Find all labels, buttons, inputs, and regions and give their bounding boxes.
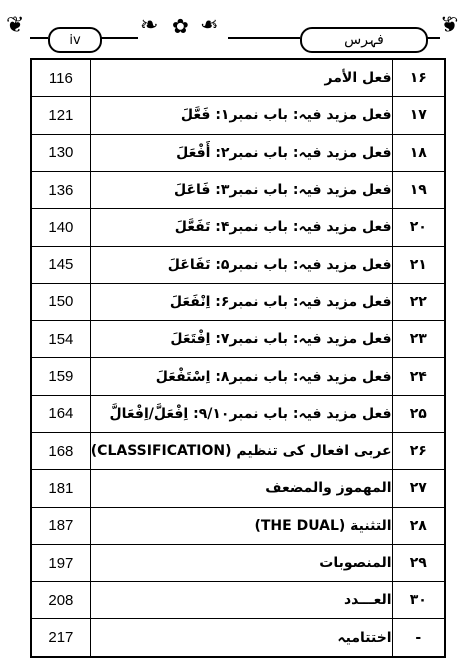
section-title-badge bbox=[300, 27, 428, 53]
toc-page-number: 181 bbox=[31, 470, 90, 507]
table-row bbox=[31, 507, 445, 544]
toc-page-number: 217 bbox=[31, 619, 90, 657]
toc-entry-number: ۲۰ bbox=[392, 209, 445, 246]
table-row bbox=[31, 283, 445, 320]
table-row bbox=[31, 358, 445, 395]
table-row bbox=[31, 59, 445, 97]
scroll-ornament-icon: ❦ bbox=[6, 13, 25, 38]
table-row bbox=[31, 134, 445, 171]
toc-entry-number: ۲۳ bbox=[392, 321, 445, 358]
table-row bbox=[31, 544, 445, 581]
toc-entry-title: المهموز والمضعف bbox=[90, 470, 392, 507]
table-row bbox=[31, 582, 445, 619]
header-rule bbox=[30, 37, 48, 39]
toc-entry-title: المنصوبات bbox=[90, 544, 392, 581]
toc-entry-title: فعل مزید فیہ: باب نمبر۱: فَعَّلَ bbox=[90, 97, 392, 134]
toc-page-number: 208 bbox=[31, 582, 90, 619]
toc-entry-title: فعل الأمر bbox=[90, 59, 392, 97]
toc-page-number: 159 bbox=[31, 358, 90, 395]
toc-body bbox=[31, 59, 445, 657]
arrow-ornament-icon: ❧ bbox=[200, 13, 219, 38]
toc-entry-title: فعل مزید فیہ: باب نمبر۶: اِنْفَعَلَ bbox=[90, 283, 392, 320]
toc-entry-number: ۱۶ bbox=[392, 59, 445, 97]
scroll-ornament-icon: ❦ bbox=[440, 13, 459, 38]
toc-entry-title: فعل مزید فیہ: باب نمبر۹/۱۰: اِفْعَلَّ/اِفْعَالَّ bbox=[90, 395, 392, 432]
toc-entry-number: ۱۸ bbox=[392, 134, 445, 171]
toc-entry-title: فعل مزید فیہ: باب نمبر۲: أَفْعَلَ bbox=[90, 134, 392, 171]
toc-entry-number: ۳۰ bbox=[392, 582, 445, 619]
toc-page-number: 168 bbox=[31, 432, 90, 469]
toc-entry-number: ۱۷ bbox=[392, 97, 445, 134]
toc-page-number: 145 bbox=[31, 246, 90, 283]
table-row bbox=[31, 470, 445, 507]
header-rule bbox=[100, 37, 138, 39]
toc-page-number: 197 bbox=[31, 544, 90, 581]
toc-page-number: 164 bbox=[31, 395, 90, 432]
toc-page-number: 140 bbox=[31, 209, 90, 246]
toc-entry-title: عربی افعال کی تنظیم (CLASSIFICATION) bbox=[90, 432, 392, 469]
arrow-ornament-icon: ❧ bbox=[140, 13, 159, 38]
toc-entry-number: ۲۵ bbox=[392, 395, 445, 432]
toc-entry-title: اختتامیہ bbox=[90, 619, 392, 657]
table-row bbox=[31, 619, 445, 657]
toc-entry-title: فعل مزید فیہ: باب نمبر۵: تَفَاعَلَ bbox=[90, 246, 392, 283]
toc-entry-number: ۲۹ bbox=[392, 544, 445, 581]
toc-entry-number: ۱۹ bbox=[392, 171, 445, 208]
toc-entry-number: ۲۱ bbox=[392, 246, 445, 283]
table-row bbox=[31, 432, 445, 469]
toc-page-number: 187 bbox=[31, 507, 90, 544]
toc-page-number: 130 bbox=[31, 134, 90, 171]
table-of-contents bbox=[30, 58, 446, 658]
page-number-label: iv bbox=[69, 32, 81, 48]
toc-page-number: 150 bbox=[31, 283, 90, 320]
toc-page-number: 136 bbox=[31, 171, 90, 208]
header-rule bbox=[426, 37, 440, 39]
toc-entry-number: ۲۴ bbox=[392, 358, 445, 395]
toc-page-number: 154 bbox=[31, 321, 90, 358]
toc-entry-title: فعل مزید فیہ: باب نمبر۸: اِسْتَفْعَلَ bbox=[90, 358, 392, 395]
toc-entry-title: فعل مزید فیہ: باب نمبر۴: تَفَعَّلَ bbox=[90, 209, 392, 246]
table-row bbox=[31, 246, 445, 283]
header-rule bbox=[228, 37, 300, 39]
page-header bbox=[0, 0, 471, 58]
page-number-badge bbox=[48, 27, 102, 53]
section-title: فہرس bbox=[344, 32, 384, 48]
toc-page-number: 121 bbox=[31, 97, 90, 134]
toc-page-number: 116 bbox=[31, 59, 90, 97]
flower-ornament-icon: ✿ bbox=[172, 14, 189, 38]
table-row bbox=[31, 97, 445, 134]
toc-entry-title: فعل مزید فیہ: باب نمبر۷: اِفْتَعَلَ bbox=[90, 321, 392, 358]
toc-entry-title: التثنية (THE DUAL) bbox=[90, 507, 392, 544]
table-row bbox=[31, 321, 445, 358]
toc-entry-number: ۲۶ bbox=[392, 432, 445, 469]
toc-entry-number: ۲۸ bbox=[392, 507, 445, 544]
toc-entry-number: ۲۲ bbox=[392, 283, 445, 320]
toc-entry-number: - bbox=[392, 619, 445, 657]
table-row bbox=[31, 171, 445, 208]
toc-entry-title: فعل مزید فیہ: باب نمبر۳: فَاعَلَ bbox=[90, 171, 392, 208]
toc-entry-title: العـــدد bbox=[90, 582, 392, 619]
table-row bbox=[31, 395, 445, 432]
table-row bbox=[31, 209, 445, 246]
toc-entry-number: ۲۷ bbox=[392, 470, 445, 507]
